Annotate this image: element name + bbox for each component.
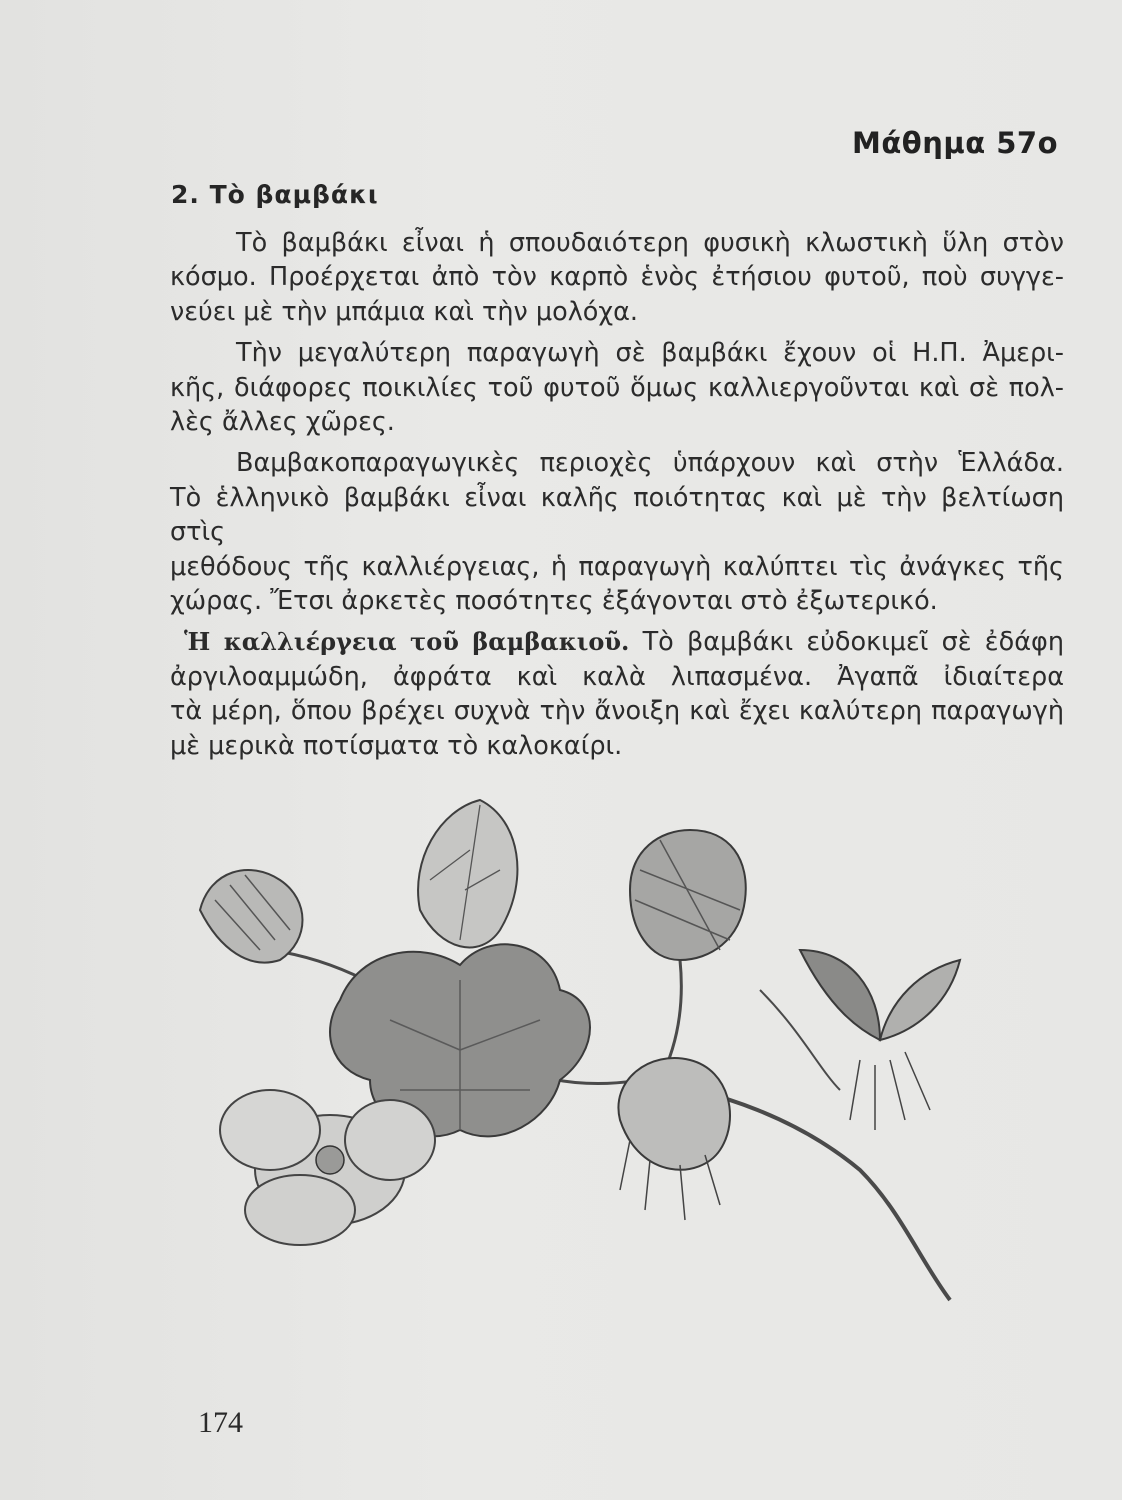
- lesson-heading: Μάθημα 57ο: [852, 126, 1058, 160]
- cultivation-subheading: Ἡ καλλιέργεια τοῦ βαμβακιοῦ.: [184, 627, 630, 657]
- seed-pod-icon: [800, 950, 960, 1130]
- cotton-boll-icon: [630, 830, 746, 960]
- stem-pod: [760, 990, 840, 1090]
- paragraph-2-line-3: λὲς ἄλλες χῶρες.: [170, 407, 395, 438]
- cotton-plant-illustration: [160, 790, 1060, 1310]
- paragraph-3-line-3: μεθόδους τῆς καλλιέργειας, ἡ παραγωγὴ καλύπτει τὶς ἀνάγκες τῆς: [170, 551, 1064, 582]
- page-number: 174: [198, 1406, 243, 1439]
- cotton-flower-icon: [220, 1090, 435, 1245]
- paragraph-4-line-2: ἀργιλοαμμώδη, ἀφράτα καὶ καλὰ λιπασμένα. Ἀγαπᾶ ἰδιαίτερα: [170, 661, 1064, 692]
- paragraph-3-line-2: Τὸ ἑλληνικὸ βαμβάκι εἶναι καλῆς ποιότητας καὶ μὲ τὴν βελτίωση στὶς: [170, 482, 1064, 548]
- paragraph-1-line-2: κόσμο. Προέρχεται ἀπὸ τὸν καρπὸ ἑνὸς ἐτήσιου φυτοῦ, ποὺ συγγε-: [170, 262, 1064, 293]
- paragraph-4-line-1: [170, 625, 1064, 659]
- paragraph-1-line-3: νεύει μὲ τὴν μπάμια καὶ τὴν μολόχα.: [170, 296, 639, 327]
- paragraph-4-line-1-rest: Τὸ βαμβάκι εὐδοκιμεῖ σὲ ἐδάφη: [629, 627, 1064, 658]
- paragraph-4-line-3: τὰ μέρη, ὅπου βρέχει συχνὰ τὴν ἄνοιξη καὶ ἔχει καλύτερη παραγωγὴ: [170, 696, 1064, 727]
- paragraph-3-line-1: Βαμβακοπαραγωγικὲς περιοχὲς ὑπάρχουν καὶ στὴν Ἑλλάδα.: [236, 448, 1064, 479]
- paragraph-2-line-1: Τὴν μεγαλύτερη παραγωγὴ σὲ βαμβάκι ἔχουν οἱ Η.Π. Ἀμερι-: [236, 338, 1064, 369]
- section-title: 2. Τὸ βαμβάκι: [171, 180, 379, 209]
- body-text: [170, 226, 1064, 770]
- paragraph-3-line-4: χώρας. Ἔτσι ἀρκετὲς ποσότητες ἐξάγονται στὸ ἐξωτερικό.: [170, 586, 938, 617]
- paragraph-4-line-4: μὲ μερικὰ ποτίσματα τὸ καλοκαίρι.: [170, 730, 623, 761]
- upper-leaf-icon: [418, 800, 517, 947]
- open-cotton-pod-icon: [618, 1058, 730, 1220]
- paragraph-2-line-2: κῆς, διάφορες ποικιλίες τοῦ φυτοῦ ὅμως καλλιεργοῦνται καὶ σὲ πολ-: [170, 372, 1064, 403]
- paragraph-1-line-1: Τὸ βαμβάκι εἶναι ἡ σπουδαιότερη φυσικὴ κλωστικὴ ὕλη στὸν: [236, 228, 1064, 258]
- cotton-bud-icon: [200, 870, 303, 963]
